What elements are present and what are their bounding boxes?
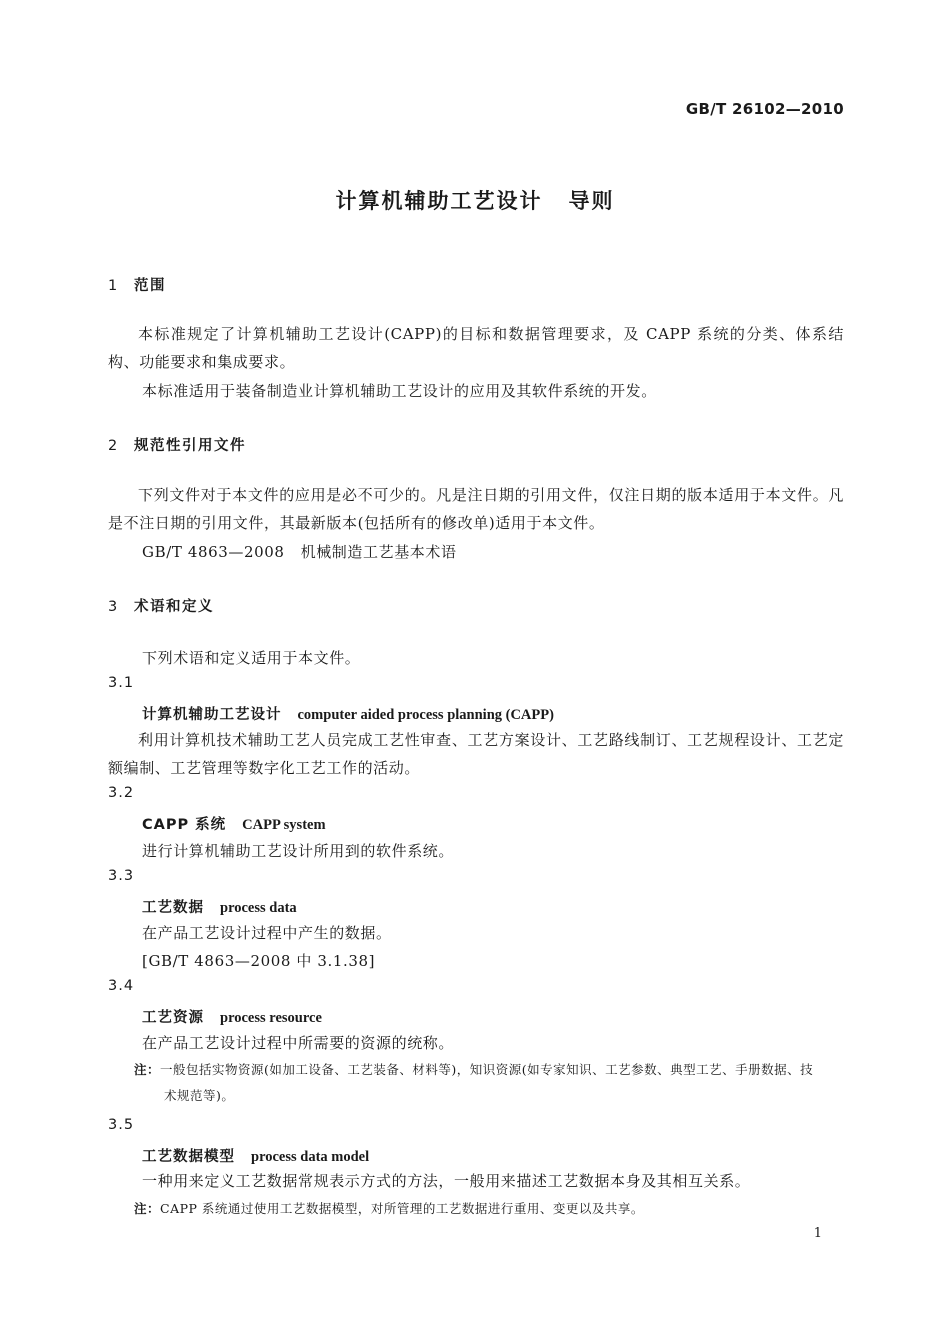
title-sub: 导则 xyxy=(568,189,615,213)
page-number: 1 xyxy=(813,1226,822,1241)
document-title xyxy=(0,185,950,215)
term-3-4 xyxy=(142,1006,322,1027)
note-text-line-2: 术规范等)。 xyxy=(164,1088,235,1103)
section-2-heading xyxy=(108,434,246,455)
section-3-heading xyxy=(108,595,214,616)
note-text: CAPP 系统通过使用工艺数据模型，对所管理的工艺数据进行重用、变更以及共享。 xyxy=(160,1201,644,1216)
definition-3-1: 利用计算机技术辅助工艺人员完成工艺性审查、工艺方案设计、工艺路线制订、工艺规程设计、工艺定额编制、工艺管理等数字化工艺工作的活动。 xyxy=(108,731,844,777)
section-title: 范围 xyxy=(134,278,166,294)
section-3-intro: 下列术语和定义适用于本文件。 xyxy=(142,649,361,667)
section-number: 2 xyxy=(108,438,119,454)
section-1-paragraph-1: 本标准规定了计算机辅助工艺设计(CAPP)的目标和数据管理要求，及 CAPP 系统的分类、体系结构、功能要求和集成要求。 xyxy=(108,325,844,371)
term-en: CAPP system xyxy=(242,817,326,833)
note-label: 注： xyxy=(134,1201,161,1216)
normative-reference xyxy=(142,541,457,562)
term-3-2 xyxy=(142,813,326,834)
clause-number-3-1: 3.1 xyxy=(108,675,135,691)
term-en: computer aided process planning (CAPP) xyxy=(297,707,554,723)
section-number: 3 xyxy=(108,599,119,615)
standard-number: GB/T 26102—2010 xyxy=(685,100,844,118)
clause-number-3-5: 3.5 xyxy=(108,1117,135,1133)
note-text-line-1: 一般包括实物资源(如加工设备、工艺装备、材料等)，知识资源(如专家知识、工艺参数、典型工艺、手册数据、技 xyxy=(160,1062,814,1077)
term-zh: 工艺数据模型 xyxy=(142,1149,235,1165)
term-en: process data xyxy=(220,900,297,916)
section-1-paragraph-2: 本标准适用于装备制造业计算机辅助工艺设计的应用及其软件系统的开发。 xyxy=(142,382,657,400)
title-main: 计算机辅助工艺设计 xyxy=(335,189,543,213)
term-3-1 xyxy=(142,703,554,724)
clause-number-3-4: 3.4 xyxy=(108,978,135,994)
term-zh: 计算机辅助工艺设计 xyxy=(142,707,282,723)
section-title: 术语和定义 xyxy=(134,599,214,615)
clause-number-3-2: 3.2 xyxy=(108,785,135,801)
reference-code: GB/T 4863—2008 xyxy=(142,543,285,561)
source-3-3: [GB/T 4863—2008 中 3.1.38] xyxy=(142,952,376,970)
term-zh: CAPP 系统 xyxy=(142,817,227,833)
term-3-5 xyxy=(142,1145,369,1166)
definition-3-5: 一种用来定义工艺数据常规表示方式的方法，一般用来描述工艺数据本身及其相互关系。 xyxy=(142,1172,751,1190)
clause-number-3-3: 3.3 xyxy=(108,868,135,884)
reference-title: 机械制造工艺基本术语 xyxy=(300,543,457,561)
section-number: 1 xyxy=(108,278,119,294)
section-1-heading xyxy=(108,274,166,295)
section-2-paragraph-1: 下列文件对于本文件的应用是必不可少的。凡是注日期的引用文件，仅注日期的版本适用于本文件。凡是不注日期的引用文件，其最新版本(包括所有的修改单)适用于本文件。 xyxy=(108,486,844,532)
note-3-5 xyxy=(134,1196,844,1222)
term-zh: 工艺资源 xyxy=(142,1010,204,1026)
note-3-4 xyxy=(134,1057,844,1109)
note-label: 注： xyxy=(134,1062,161,1077)
term-en: process resource xyxy=(220,1010,322,1026)
definition-3-2: 进行计算机辅助工艺设计所用到的软件系统。 xyxy=(142,842,455,860)
section-title: 规范性引用文件 xyxy=(134,438,246,454)
term-3-3 xyxy=(142,896,297,917)
definition-3-3: 在产品工艺设计过程中产生的数据。 xyxy=(142,924,392,942)
term-en: process data model xyxy=(251,1149,370,1165)
definition-3-4: 在产品工艺设计过程中所需要的资源的统称。 xyxy=(142,1034,455,1052)
term-zh: 工艺数据 xyxy=(142,900,204,916)
